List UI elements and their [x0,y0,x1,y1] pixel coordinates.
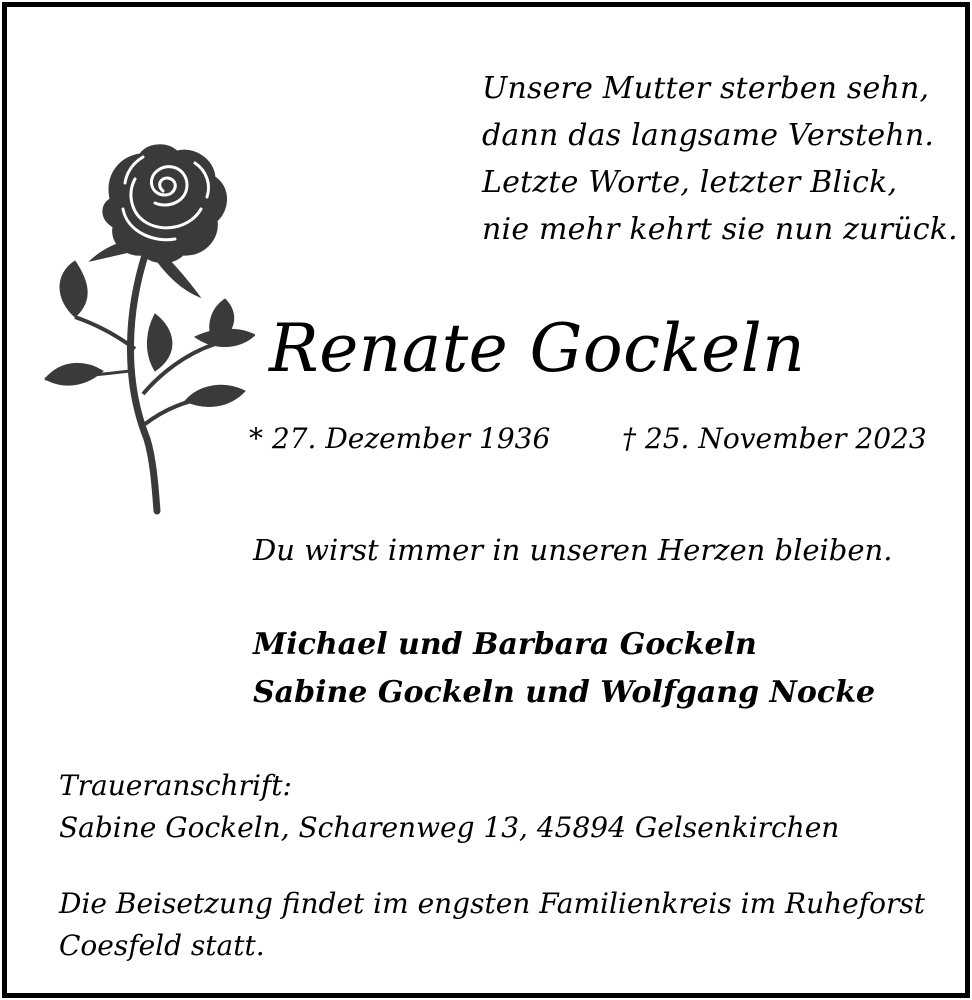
poem-line: nie mehr kehrt sie nun zurück. [482,212,958,247]
address-value: Sabine Gockeln, Scharenweg 13, 45894 Gelsenkirchen [59,811,840,844]
birth-date: * 27. Dezember 1936 [249,422,551,455]
obituary-notice [2,2,970,998]
poem-line: Unsere Mutter sterben sehn, [482,71,930,106]
rose-icon [35,139,255,519]
family-line: Sabine Gockeln und Wolfgang Nocke [253,675,876,710]
family-line: Michael und Barbara Gockeln [253,627,757,662]
farewell-text: Du wirst immer in unseren Herzen bleiben. [253,533,893,567]
family-names [253,621,875,717]
poem [482,65,958,253]
deceased-name: Renate Gockeln [269,310,806,387]
burial-notice [59,883,925,967]
poem-line: Letzte Worte, letzter Blick, [482,165,898,200]
mourning-address [59,765,839,849]
burial-line: Coesfeld statt. [59,929,265,962]
poem-line: dann das langsame Verstehn. [482,118,935,153]
death-date: † 25. November 2023 [622,422,927,455]
burial-line: Die Beisetzung findet im engsten Familienkreis im Ruheforst [59,887,925,920]
address-label: Traueranschrift: [59,769,292,802]
